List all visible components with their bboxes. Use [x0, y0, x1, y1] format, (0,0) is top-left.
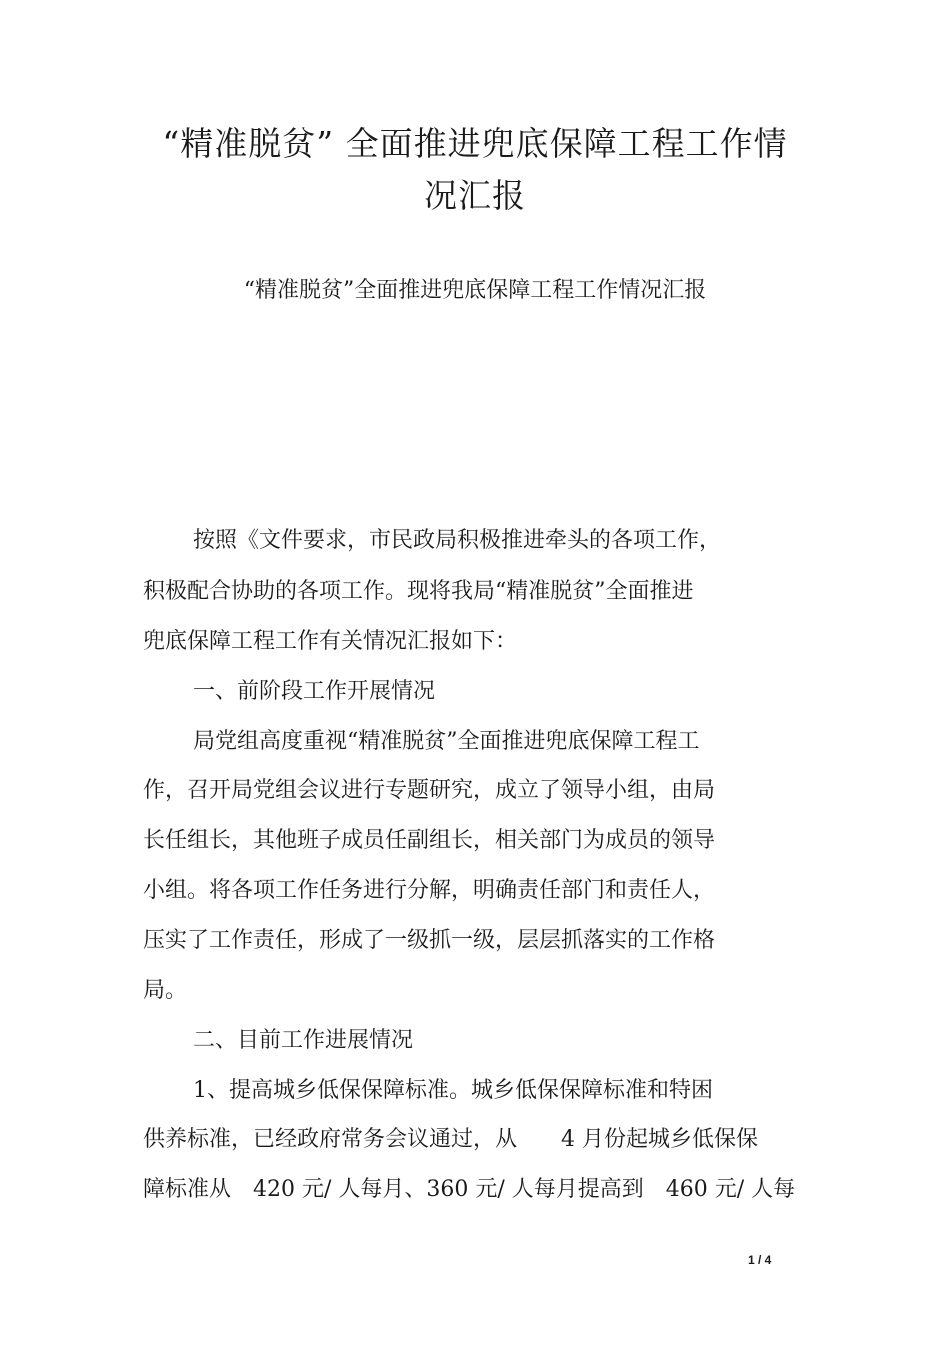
body-line-5: 局党组高度重视“精准脱贫”全面推进兜底保障工程工 [193, 729, 700, 754]
section-heading-2: 二、目前工作进展情况 [193, 1028, 414, 1053]
body-line-7: 长任组长，其他班子成员任副组长，相关部门为成员的领导 [143, 828, 716, 853]
page-number: 1 / 4 [748, 1253, 772, 1267]
body-line-12: 1、提高城乡低保保障标准。城乡低保保障标准和特困 [193, 1078, 713, 1103]
body-line-3: 兜底保障工程工作有关情况汇报如下： [143, 629, 518, 654]
body-line-14: 障标准从 420 元/ 人每月、360 元/ 人每月提高到 460 元/ 人每 [143, 1177, 796, 1202]
body-line-1: 按照《文件要求，市民政局积极推进牵头的各项工作， [193, 528, 722, 553]
body-line-6: 作，召开局党组会议进行专题研究，成立了领导小组，由局 [143, 778, 716, 803]
body-line-9: 压实了工作责任，形成了一级抓一级，层层抓落实的工作格 [143, 928, 716, 953]
document-subtitle: “精准脱贫”全面推进兜底保障工程工作情况汇报 [243, 278, 707, 303]
body-line-13: 供养标准，已经政府常务会议通过，从 4 月份起城乡低保保 [143, 1127, 758, 1152]
title-line-1: “精准脱贫” 全面推进兜底保障工程工作情 [162, 124, 788, 163]
body-line-10: 局。 [143, 978, 188, 1003]
document-title [140, 118, 810, 222]
body-line-2: 积极配合协助的各项工作。现将我局“精准脱贫”全面推进 [143, 579, 694, 604]
body-line-8: 小组。将各项工作任务进行分解，明确责任部门和责任人， [143, 878, 716, 903]
title-line-2: 况汇报 [424, 176, 526, 215]
section-heading-1: 一、前阶段工作开展情况 [193, 679, 436, 704]
